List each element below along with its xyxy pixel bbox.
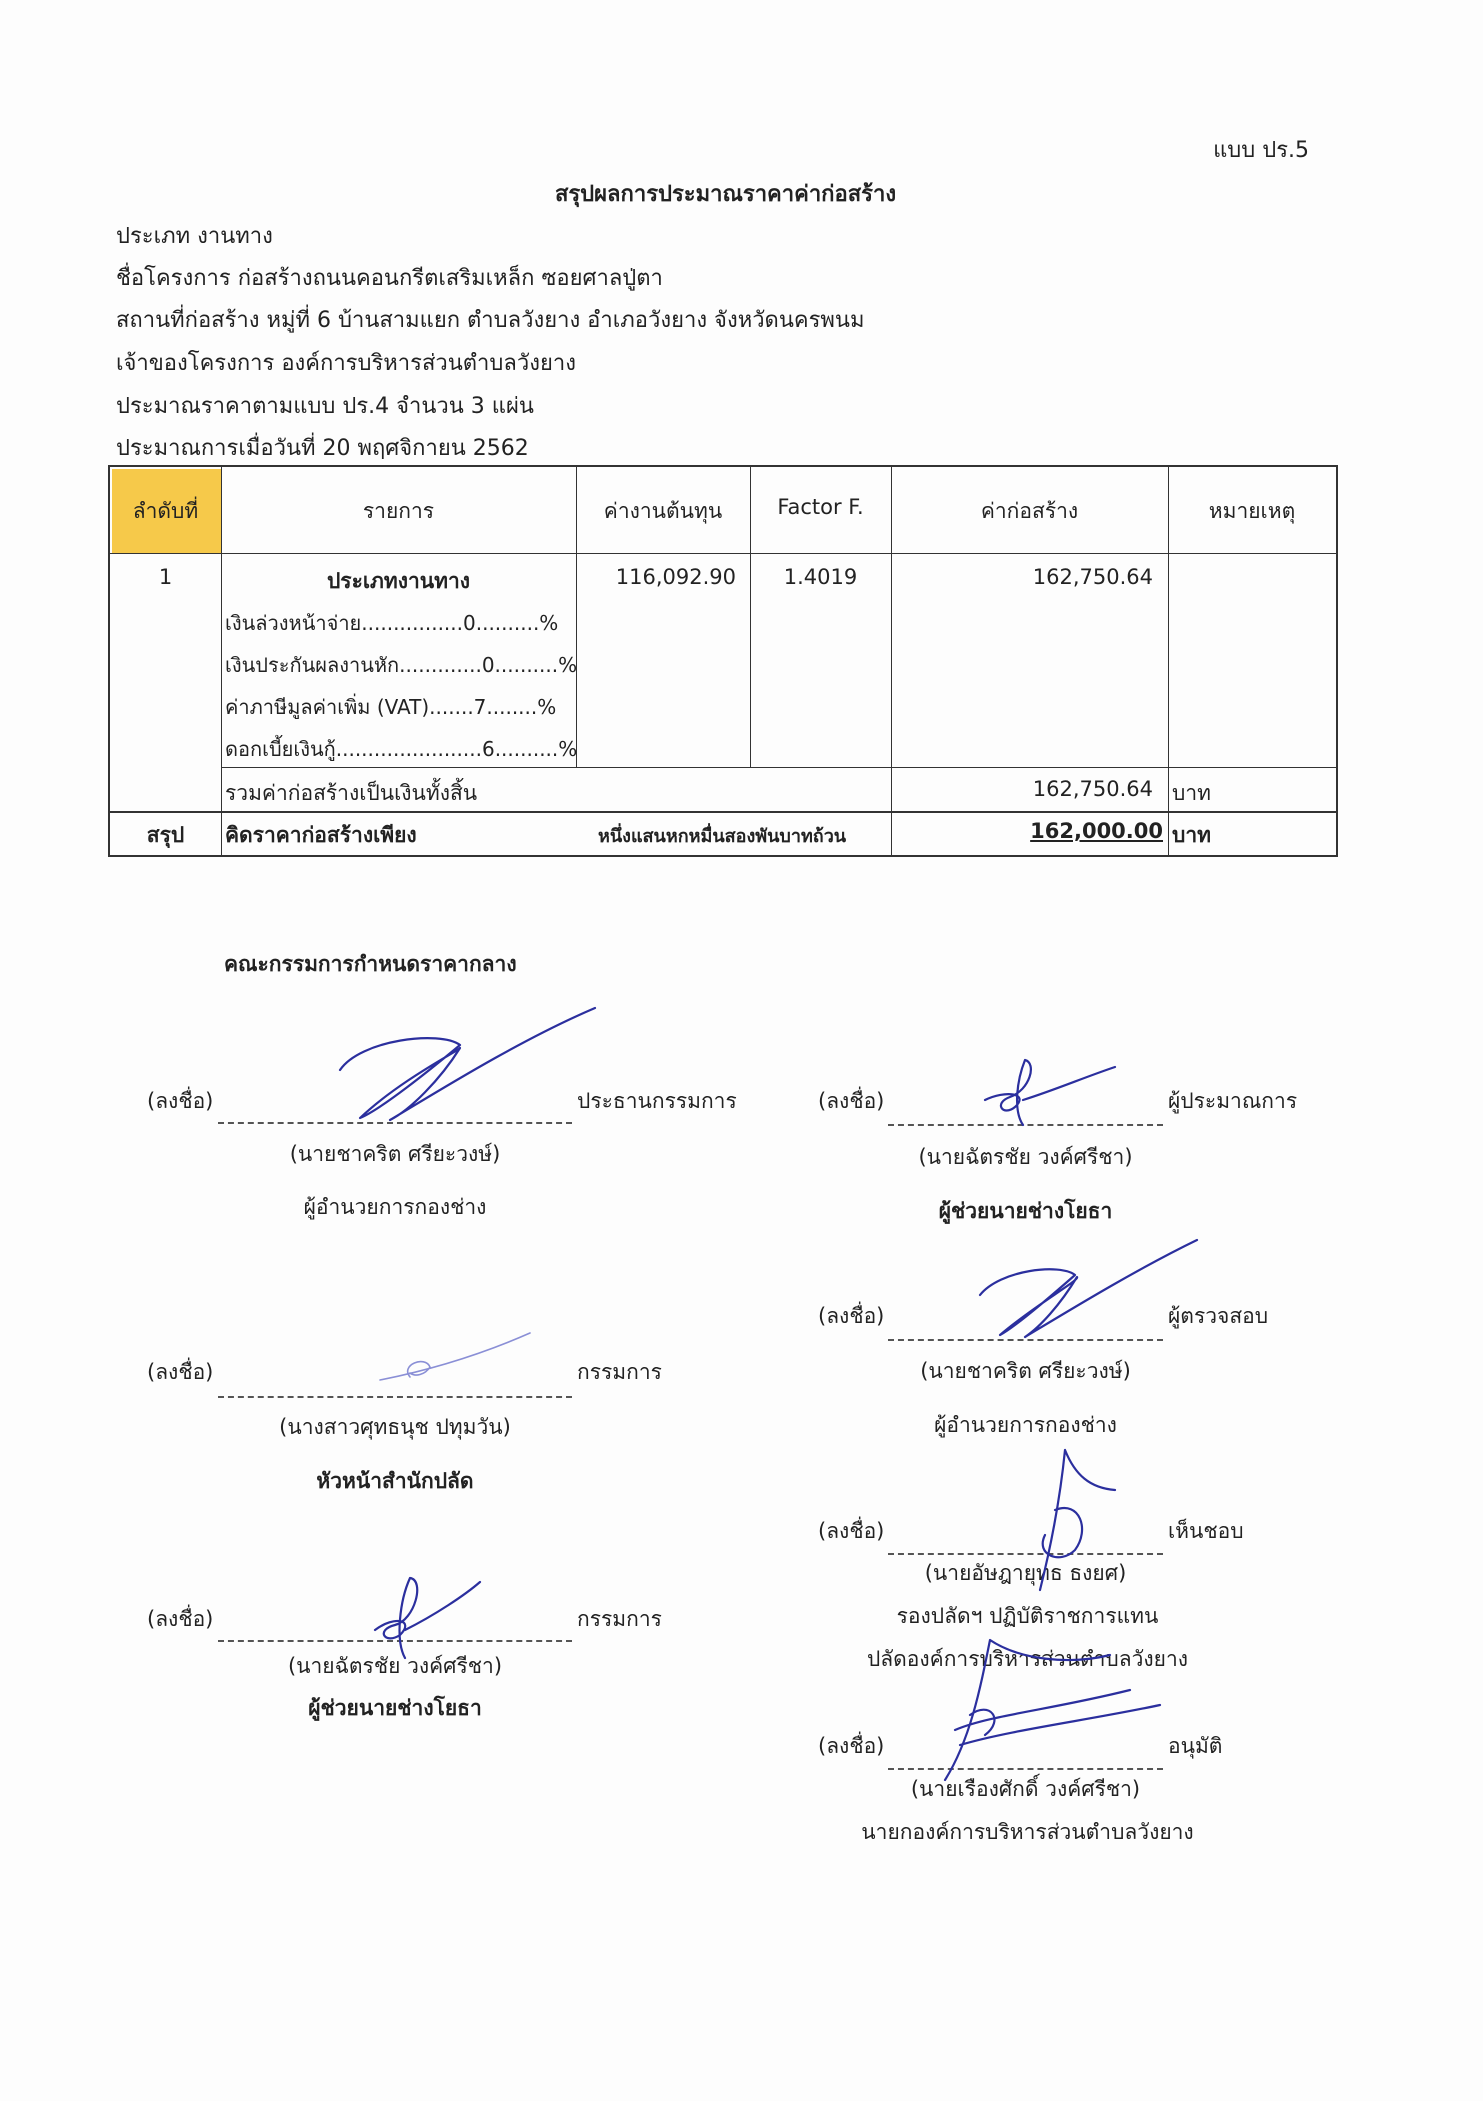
document-title: สรุปผลการประมาณราคาค่าก่อสร้าง — [554, 182, 897, 207]
summary-text: คิดราคาก่อสร้างเพียง — [225, 823, 417, 847]
name-estimator: (นายฉัตรชัย วงค์ศรีชา) — [918, 1145, 1133, 1169]
role-chair: ประธานกรรมการ — [577, 1089, 737, 1113]
location-line: สถานที่ก่อสร้าง หมู่ที่ 6 บ้านสามแยก ตำบลวังยาง อำเภอวังยาง จังหวัดนครพนม — [116, 308, 865, 333]
name-endorser: (นายอัษฎายุทธ ธงยศ) — [924, 1561, 1127, 1585]
position-estimator: ผู้ช่วยนายช่างโยธา — [938, 1199, 1113, 1223]
row-base-cost: 116,092.90 — [615, 565, 736, 589]
row-factor: 1.4019 — [783, 565, 858, 589]
row-item: ประเภทงานทาง — [326, 569, 471, 593]
row-order: 1 — [158, 565, 173, 589]
role-approver: อนุมัติ — [1168, 1734, 1223, 1758]
name-approver: (นายเรืองศักดิ์ วงค์ศรีชา) — [910, 1777, 1141, 1801]
position-inspector: ผู้อำนวยการกองช่าง — [934, 1413, 1117, 1437]
handwritten-signature-endorser — [1010, 1440, 1120, 1600]
header-row-divider — [110, 553, 1336, 554]
signature-line-member1 — [218, 1396, 572, 1398]
owner-line: เจ้าของโครงการ องค์การบริหารส่วนตำบลวังยาง — [116, 351, 576, 376]
summary-amount: 162,000.00 — [1030, 819, 1163, 843]
handwritten-signature-inspector — [965, 1235, 1205, 1345]
header-construction-cost: ค่าก่อสร้าง — [980, 499, 1079, 523]
sign-label-approver: (ลงชื่อ) — [818, 1734, 885, 1758]
project-type-line: ประเภท งานทาง — [116, 224, 273, 249]
role-inspector: ผู้ตรวจสอบ — [1168, 1304, 1269, 1328]
handwritten-signature-member2 — [355, 1570, 495, 1665]
sign-label-endorser: (ลงชื่อ) — [818, 1519, 885, 1543]
name-chair: (นายชาคริต ศรียะวงษ์) — [289, 1142, 501, 1166]
position-endorser: รองปลัดฯ ปฏิบัติราชการแทน — [896, 1604, 1159, 1628]
handwritten-signature-estimator — [975, 1055, 1125, 1135]
header-remarks: หมายเหตุ — [1208, 499, 1296, 523]
project-name-line: ชื่อโครงการ ก่อสร้างถนนคอนกรีตเสริมเหล็ก ซอยศาลปู่ตา — [116, 266, 663, 291]
total-unit: บาท — [1172, 781, 1211, 805]
total-amount: 162,750.64 — [1032, 777, 1153, 801]
sign-label-estimator: (ลงชื่อ) — [818, 1089, 885, 1113]
summary-unit: บาท — [1172, 823, 1211, 847]
position-member1: หัวหน้าสำนักปลัด — [316, 1469, 474, 1493]
sign-label-member2: (ลงชื่อ) — [147, 1607, 214, 1631]
row-construction-cost: 162,750.64 — [1032, 565, 1153, 589]
sign-label-inspector: (ลงชื่อ) — [818, 1304, 885, 1328]
name-member1: (นางสาวศุทธนุช ปทุมวัน) — [279, 1415, 511, 1439]
header-item: รายการ — [362, 499, 435, 523]
condition-performance-guarantee: เงินประกันผลงานหัก.............0..........% — [225, 653, 578, 677]
role-endorser: เห็นชอบ — [1168, 1519, 1244, 1543]
position-chair: ผู้อำนวยการกองช่าง — [303, 1195, 487, 1219]
position-member2: ผู้ช่วยนายช่างโยธา — [308, 1696, 482, 1720]
name-member2: (นายฉัตรชัย วงค์ศรีชา) — [287, 1654, 503, 1678]
estimate-reference-line: ประมาณราคาตามแบบ ปร.4 จำนวน 3 แผ่น — [116, 394, 534, 419]
role-member1: กรรมการ — [577, 1360, 662, 1384]
handwritten-signature-approver — [930, 1620, 1170, 1790]
handwritten-signature-chair — [320, 1000, 610, 1130]
condition-vat: ค่าภาษีมูลค่าเพิ่ม (VAT).......7........% — [225, 695, 557, 719]
sign-label-chair: (ลงชื่อ) — [147, 1089, 214, 1113]
header-order: ลำดับที่ — [132, 499, 199, 523]
role-member2: กรรมการ — [577, 1607, 662, 1631]
condition-advance-payment: เงินล่วงหน้าจ่าย................0..........% — [225, 611, 559, 635]
summary-table — [108, 465, 1338, 857]
handwritten-signature-member1 — [370, 1325, 540, 1395]
estimate-date-line: ประมาณการเมื่อวันที่ 20 พฤศจิกายน 2562 — [116, 436, 529, 461]
header-base-cost: ค่างานต้นทุน — [603, 499, 723, 523]
role-estimator: ผู้ประมาณการ — [1168, 1089, 1298, 1113]
total-label: รวมค่าก่อสร้างเป็นเงินทั้งสิ้น — [225, 781, 478, 805]
condition-loan-interest: ดอกเบี้ยเงินกู้.......................6..........% — [225, 737, 578, 761]
header-factor: Factor F. — [777, 495, 864, 519]
committee-heading: คณะกรรมการกำหนดราคากลาง — [224, 952, 517, 976]
form-code: แบบ ปร.5 — [1213, 138, 1309, 163]
sign-label-member1: (ลงชื่อ) — [147, 1360, 214, 1384]
summary-label: สรุป — [146, 823, 185, 847]
position-approver: นายกองค์การบริหารส่วนตำบลวังยาง — [861, 1820, 1194, 1844]
name-inspector: (นายชาคริต ศรียะวงษ์) — [920, 1359, 1131, 1383]
total-row-divider — [110, 811, 1336, 813]
position-endorser-line2: ปลัดองค์การบริหารส่วนตำบลวังยาง — [866, 1647, 1189, 1671]
summary-amount-words: หนึ่งแสนหกหมื่นสองพันบาทถ้วน — [598, 826, 847, 847]
